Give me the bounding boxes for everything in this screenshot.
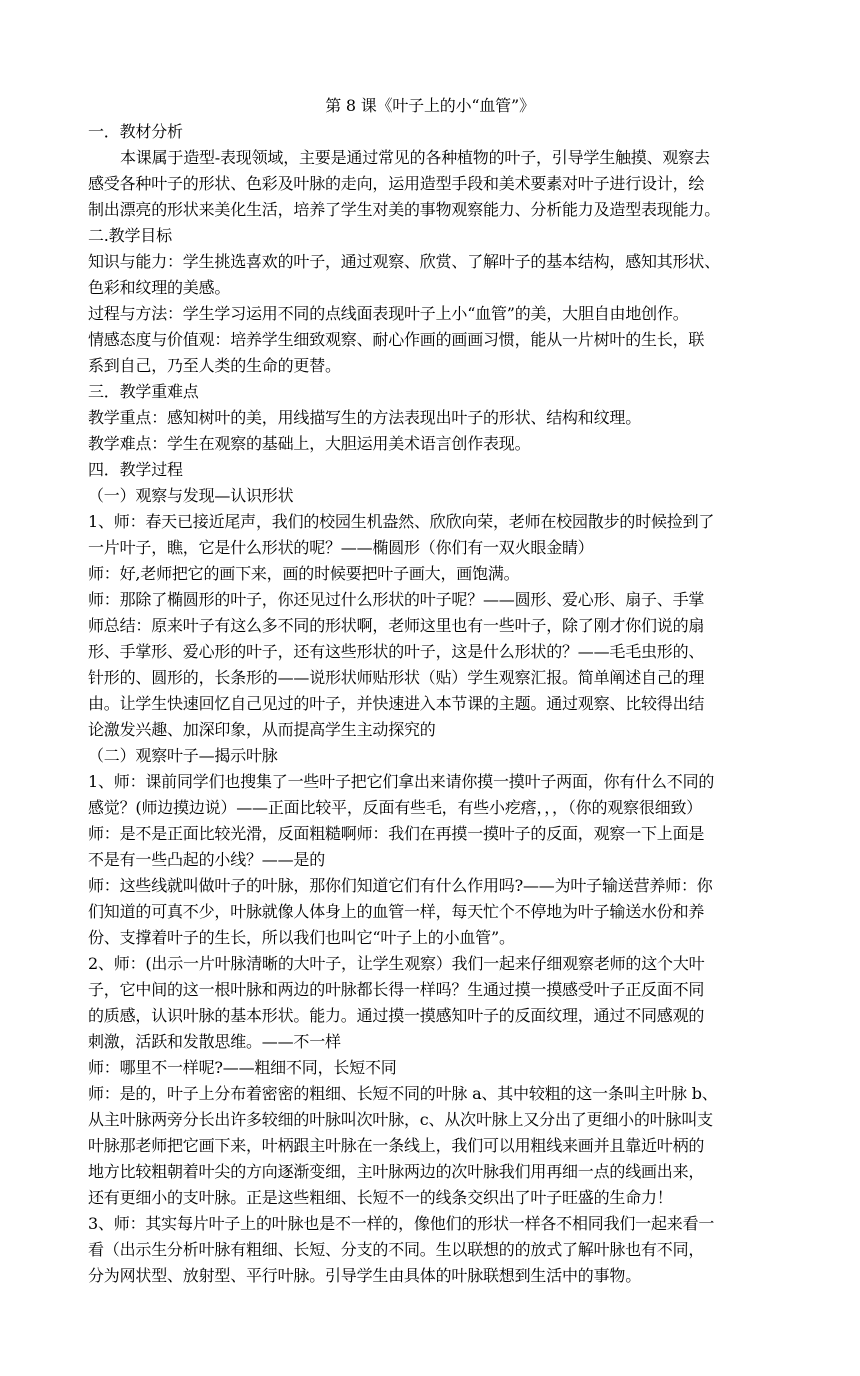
paragraph-line: 论激发兴趣、加深印象，从而提高学生主动探究的 xyxy=(88,720,436,739)
paragraph-line: 感受各种叶子的形状、色彩及叶脉的走向，运用造型手段和美术要素对叶子进行设计，绘 xyxy=(88,174,705,193)
paragraph-line: 师：是不是正面比较光滑，反面粗糙啊师：我们在再摸一摸叶子的反面，观察一下上面是 xyxy=(88,824,705,843)
paragraph-line: 师：这些线就叫做叶子的叶脉，那你们知道它们有什么作用吗?——为叶子输送营养师：你 xyxy=(88,876,713,895)
paragraph-line: 感觉？(师边摸边说）——正面比较平，反面有些毛，有些小疙瘩，，，（你的观察很细致） xyxy=(88,798,703,817)
paragraph-line: 师：那除了椭圆形的叶子，你还见过什么形状的叶子呢？——圆形、爱心形、扇子、手掌 xyxy=(88,590,705,609)
paragraph-line: 还有更细小的支叶脉。正是这些粗细、长短不一的线条交织出了叶子旺盛的生命力！ xyxy=(88,1188,673,1207)
paragraph-line: 一片叶子，瞧，它是什么形状的呢？——椭圆形（你们有一双火眼金睛） xyxy=(88,538,594,557)
paragraph-line: 教学难点：学生在观察的基础上，大胆运用美术语言创作表现。 xyxy=(88,434,531,453)
subsection-heading-1: （一）观察与发现—认识形状 xyxy=(88,486,294,505)
paragraph-line: 情感态度与价值观：培养学生细致观察、耐心作画的画画习惯，能从一片树叶的生长，联 xyxy=(88,330,705,349)
paragraph-line: 3、师：其实每片叶子上的叶脉也是不一样的，像他们的形状一样各不相同我们一起来看一 xyxy=(88,1214,715,1233)
section-heading-4: 四．教学过程 xyxy=(88,460,183,479)
paragraph-line: 叶脉那老师把它画下来，叶柄跟主叶脉在一条线上，我们可以用粗线来画并且靠近叶柄的 xyxy=(88,1136,705,1155)
paragraph-line: 1、师：春天已接近尾声，我们的校园生机盎然、欣欣向荣，老师在校园散步的时候捡到了 xyxy=(88,512,715,531)
subsection-heading-2: （二）观察叶子—揭示叶脉 xyxy=(88,746,278,765)
paragraph-line: 知识与能力：学生挑选喜欢的叶子，通过观察、欣赏、了解叶子的基本结构，感知其形状、 xyxy=(88,252,721,271)
paragraph-line: 制出漂亮的形状来美化生活，培养了学生对美的事物观察能力、分析能力及造型表现能力。 xyxy=(88,200,721,219)
paragraph-line: 从主叶脉两旁分长出许多较细的叶脉叫次叶脉，c、从次叶脉上又分出了更细小的叶脉叫支 xyxy=(88,1110,713,1129)
document-title: 第 8 课《叶子上的小“血管”》 xyxy=(325,96,535,115)
paragraph-line: 过程与方法：学生学习运用不同的点线面表现叶子上小“血管”的美，大胆自由地创作。 xyxy=(88,304,689,323)
paragraph-line: 师：哪里不一样呢?——粗细不同，长短不同 xyxy=(88,1058,397,1077)
paragraph-line: 系到自己，乃至人类的生命的更替。 xyxy=(88,356,341,375)
section-heading-3: 三．教学重难点 xyxy=(88,382,199,401)
paragraph-line: 分为网状型、放射型、平行叶脉。引导学生由具体的叶脉联想到生活中的事物。 xyxy=(88,1266,642,1285)
paragraph-line: 刺激，活跃和发散思维。——不一样 xyxy=(88,1032,341,1051)
paragraph-line: 形、手掌形、爱心形的叶子，还有这些形状的叶子，这是什么形状的？——毛毛虫形的、 xyxy=(88,642,705,661)
paragraph-line: 色彩和纹理的美感。 xyxy=(88,278,231,297)
paragraph-line: 本课属于造型-表现领域，主要是通过常见的各种植物的叶子，引导学生触摸、观察去 xyxy=(120,148,710,167)
section-heading-2: 二.教学目标 xyxy=(88,226,172,245)
paragraph-line: 2、师：(出示一片叶脉清晰的大叶子，让学生观察）我们一起来仔细观察老师的这个大叶 xyxy=(88,954,705,973)
section-heading-1: 一．教材分析 xyxy=(88,122,183,141)
paragraph-line: 师：是的，叶子上分布着密密的粗细、长短不同的叶脉 a、其中较粗的这一条叫主叶脉 b、 xyxy=(88,1084,718,1103)
paragraph-line: 的质感，认识叶脉的基本形状。能力。通过摸一摸感知叶子的反面纹理，通过不同感观的 xyxy=(88,1006,705,1025)
paragraph-line: 1、师：课前同学们也搜集了一些叶子把它们拿出来请你摸一摸叶子两面，你有什么不同的 xyxy=(88,772,715,791)
paragraph-line: 针形的、圆形的，长条形的——说形状师贴形状（贴）学生观察汇报。简单阐述自己的理 xyxy=(88,668,705,687)
paragraph-line: 师总结：原来叶子有这么多不同的形状啊，老师这里也有一些叶子，除了刚才你们说的扇 xyxy=(88,616,705,635)
paragraph-line: 子，它中间的这一根叶脉和两边的叶脉都长得一样吗？生通过摸一摸感受叶子正反面不同 xyxy=(88,980,705,999)
paragraph-line: 师：好,老师把它的画下来，画的时候要把叶子画大，画饱满。 xyxy=(88,564,520,583)
paragraph-line: 不是有一些凸起的小线？——是的 xyxy=(88,850,326,869)
paragraph-line: 们知道的可真不少，叶脉就像人体身上的血管一样，每天忙个不停地为叶子输送水份和养 xyxy=(88,902,705,921)
paragraph-line: 教学重点：感知树叶的美，用线描写生的方法表现出叶子的形状、结构和纹理。 xyxy=(88,408,642,427)
paragraph-line: 地方比较粗朝着叶尖的方向逐渐变细，主叶脉两边的次叶脉我们用再细一点的线画出来， xyxy=(88,1162,705,1181)
paragraph-line: 看（出示生分析叶脉有粗细、长短、分支的不同。生以联想的的放式了解叶脉也有不同， xyxy=(88,1240,705,1259)
paragraph-line: 份、支撑着叶子的生长，所以我们也叫它“叶子上的小血管”。 xyxy=(88,928,515,947)
paragraph-line: 由。让学生快速回忆自己见过的叶子，并快速进入本节课的主题。通过观察、比较得出结 xyxy=(88,694,705,713)
